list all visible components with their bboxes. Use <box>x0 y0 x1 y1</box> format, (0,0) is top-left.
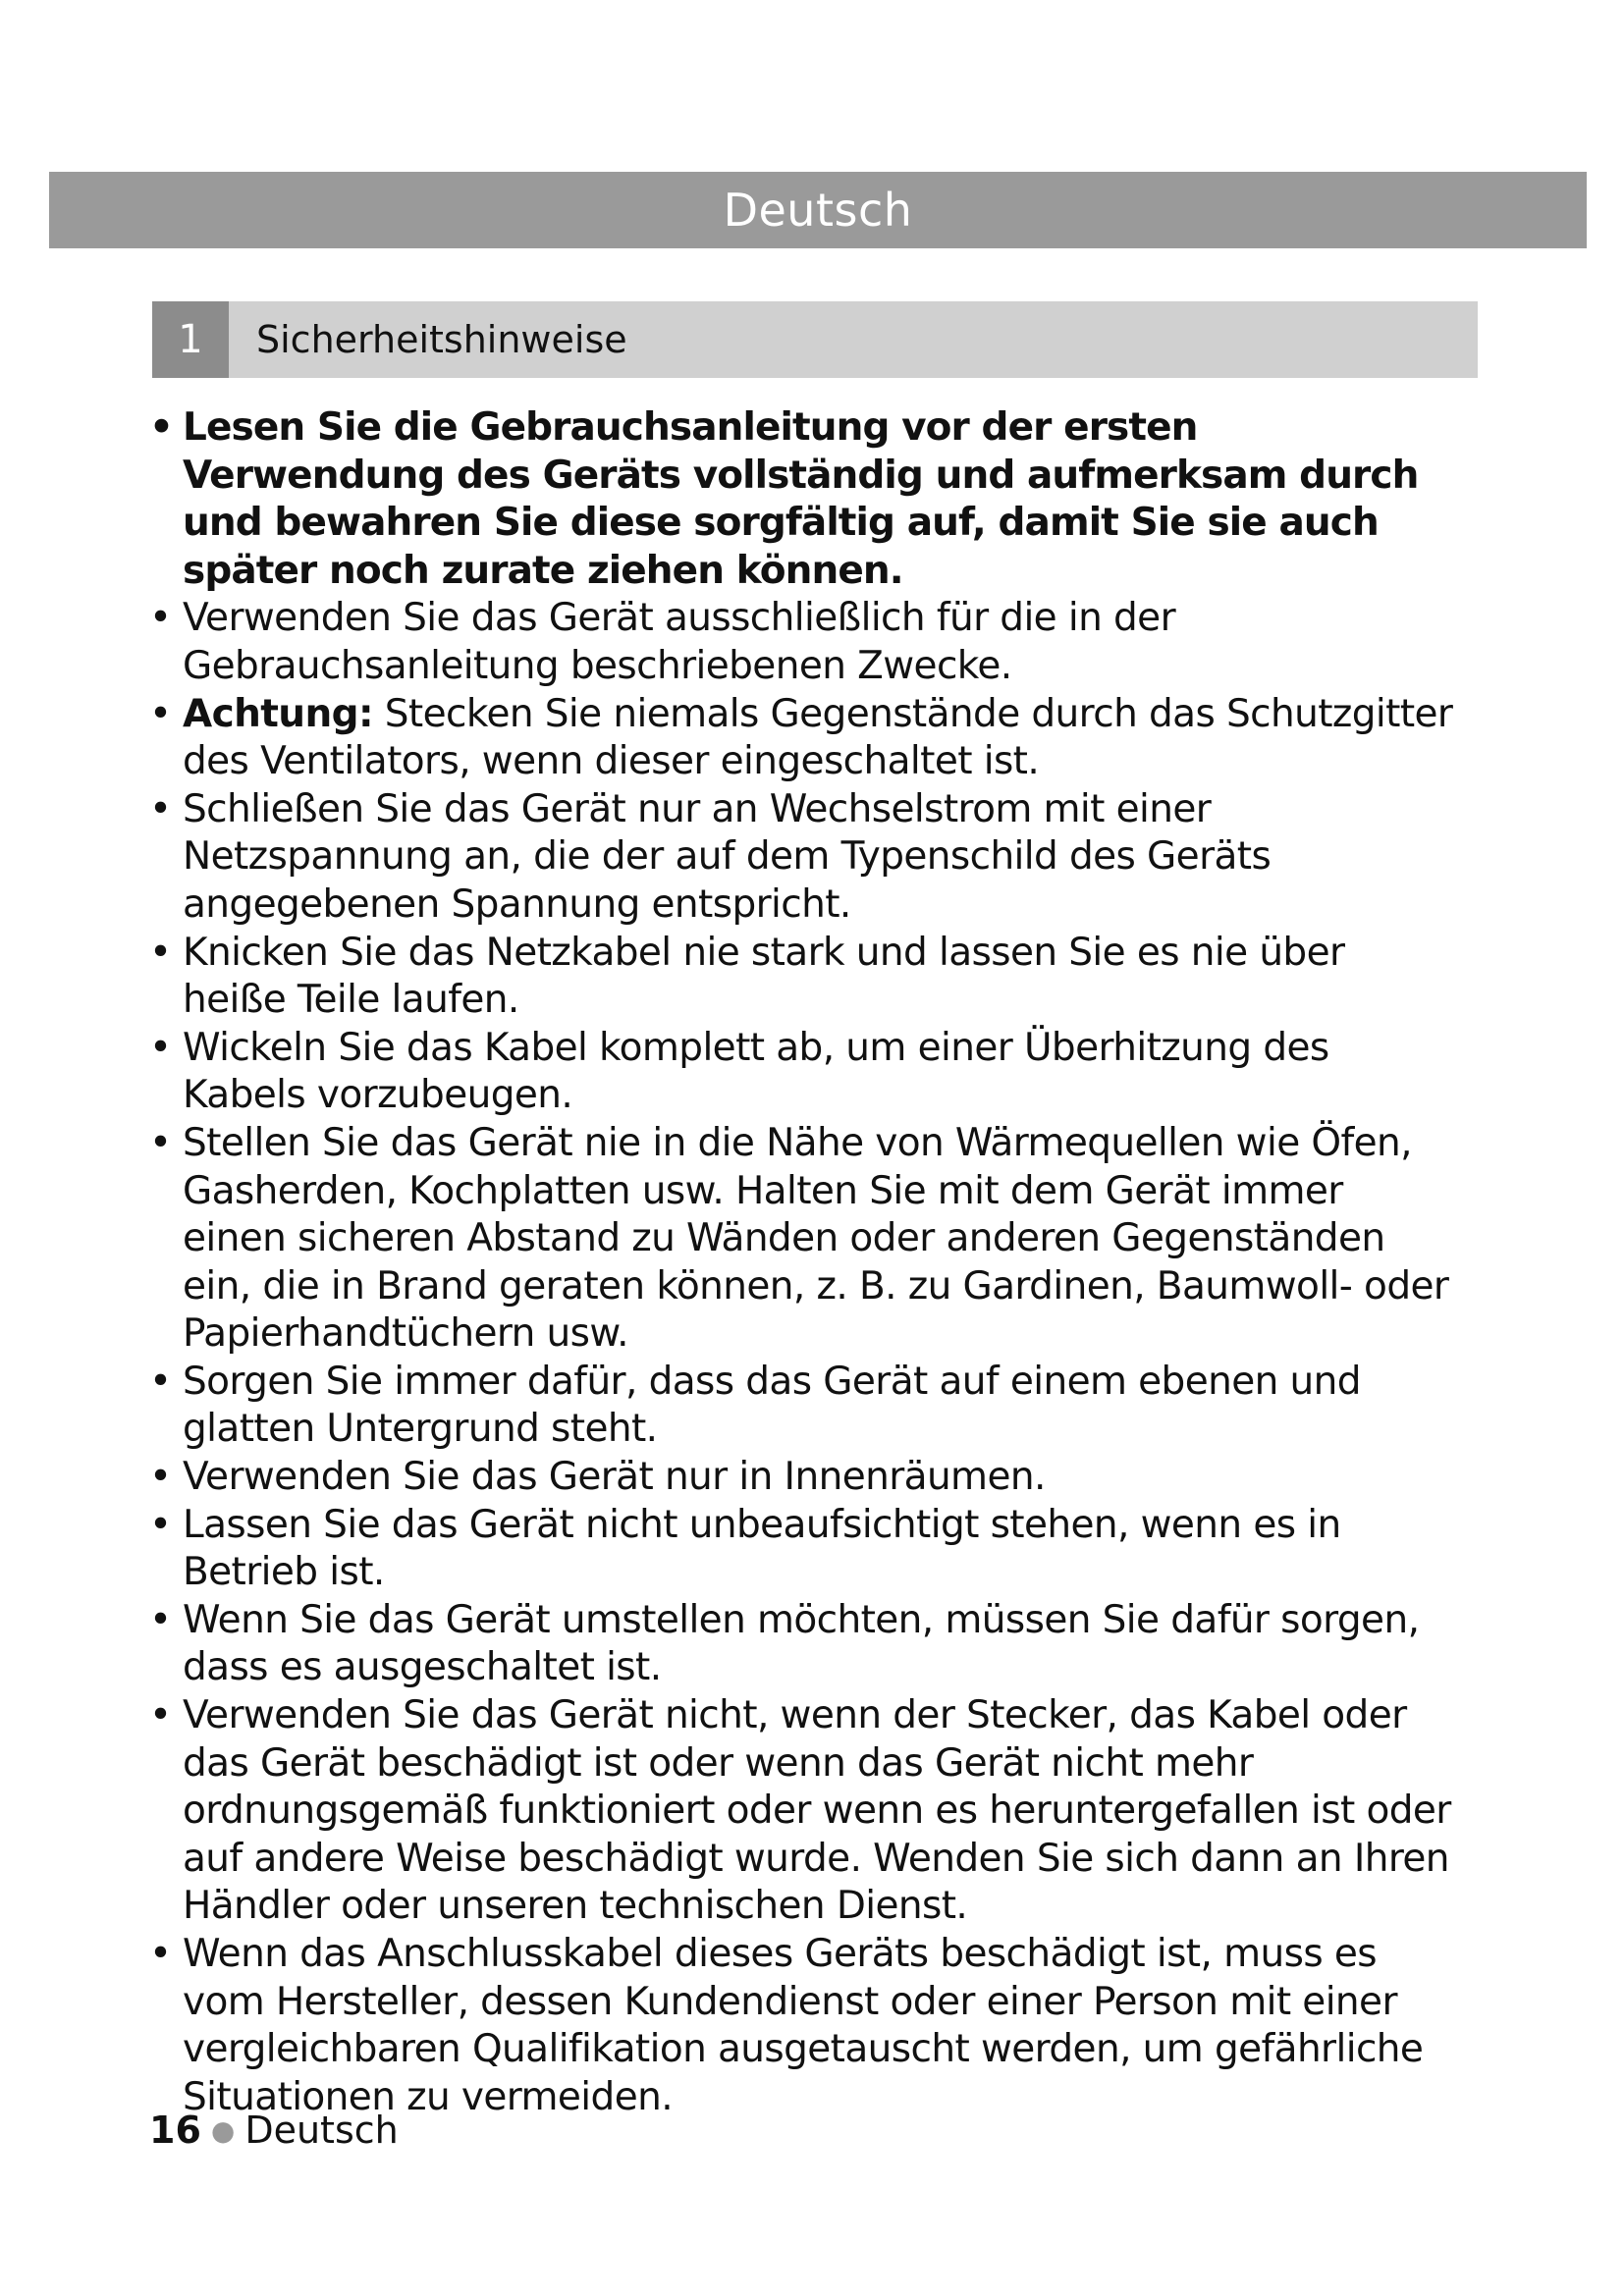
list-item-text: Lesen Sie die Gebrauchsanleitung vor der ersten Verwendung des Geräts vollständig und aufmerksam durch und bewahren Sie diese sorgfältig auf, damit Sie sie auch später noch zurate ziehen können. <box>183 405 1419 593</box>
list-item <box>147 786 1453 930</box>
list-item-text: Wickeln Sie das Kabel komplett ab, um einer Überhitzung des Kabels vorzubeugen. <box>183 1025 1329 1118</box>
list-item <box>147 1359 1453 1454</box>
list-item-text: Sorgen Sie immer dafür, dass das Gerät auf einem ebenen und glatten Untergrund steht. <box>183 1359 1361 1452</box>
page-number: 16 <box>149 2109 201 2152</box>
list-item <box>147 930 1453 1025</box>
page-footer <box>149 2109 399 2152</box>
list-item <box>147 1692 1453 1931</box>
section-number: 1 <box>152 301 229 378</box>
list-item <box>147 1025 1453 1120</box>
section-header <box>152 301 1478 378</box>
list-item-text: Verwenden Sie das Gerät ausschließlich für die in der Gebrauchsanleitung beschriebenen Zwecke. <box>183 596 1176 688</box>
list-item-text: Knicken Sie das Netzkabel nie stark und lassen Sie es nie über heiße Teile laufen. <box>183 930 1345 1023</box>
list-item-text: Stecken Sie niemals Gegenstände durch das Schutzgitter des Ventilators, wenn dieser eingeschaltet ist. <box>183 691 1453 784</box>
language-banner <box>49 172 1587 248</box>
list-item-text: Stellen Sie das Gerät nie in die Nähe von Wärmequellen wie Öfen, Gasherden, Kochplatten usw. Halten Sie mit dem Gerät immer einen sicheren Abstand zu Wänden oder anderen Gegenständen ein, die in Brand geraten können, z. B. zu Gardinen, Baumwoll- oder Papierhandtüchern usw. <box>183 1120 1449 1357</box>
list-item <box>147 404 1453 595</box>
language-title: Deutsch <box>723 184 913 237</box>
list-item <box>147 1454 1453 1502</box>
list-item-text: Lassen Sie das Gerät nicht unbeaufsichtigt stehen, wenn es in Betrieb ist. <box>183 1502 1341 1595</box>
list-item <box>147 1120 1453 1359</box>
list-item-text: Schließen Sie das Gerät nur an Wechselstrom mit einer Netzspannung an, die der auf dem Typenschild des Geräts angegebenen Spannung entspricht. <box>183 786 1272 927</box>
footer-separator-dot: ● <box>210 2113 236 2147</box>
warning-label: Achtung: <box>183 691 373 736</box>
list-item-text: Verwenden Sie das Gerät nur in Innenräumen. <box>183 1455 1046 1500</box>
footer-language: Deutsch <box>244 2109 399 2152</box>
list-item-text: Wenn das Anschlusskabel dieses Geräts beschädigt ist, muss es vom Hersteller, dessen Kundendienst oder einer Person mit einer vergleichbaren Qualifikation ausgetauscht werden, um gefährliche Situationen zu vermeiden. <box>183 1932 1424 2119</box>
list-item <box>147 1931 1453 2121</box>
safety-instructions-list <box>147 404 1453 2121</box>
list-item <box>147 595 1453 690</box>
list-item-text: Verwenden Sie das Gerät nicht, wenn der Stecker, das Kabel oder das Gerät beschädigt ist oder wenn das Gerät nicht mehr ordnungsgemäß funktioniert oder wenn es heruntergefallen ist oder auf andere Weise beschädigt wurde. Wenden Sie sich dann an Ihren Händler oder unseren technischen Dienst. <box>183 1693 1451 1929</box>
list-item-text: Wenn Sie das Gerät umstellen möchten, müssen Sie dafür sorgen, dass es ausgeschaltet ist. <box>183 1597 1420 1690</box>
list-item <box>147 1502 1453 1597</box>
list-item <box>147 1597 1453 1692</box>
list-item-warning <box>147 691 1453 786</box>
section-title: Sicherheitshinweise <box>256 318 627 361</box>
